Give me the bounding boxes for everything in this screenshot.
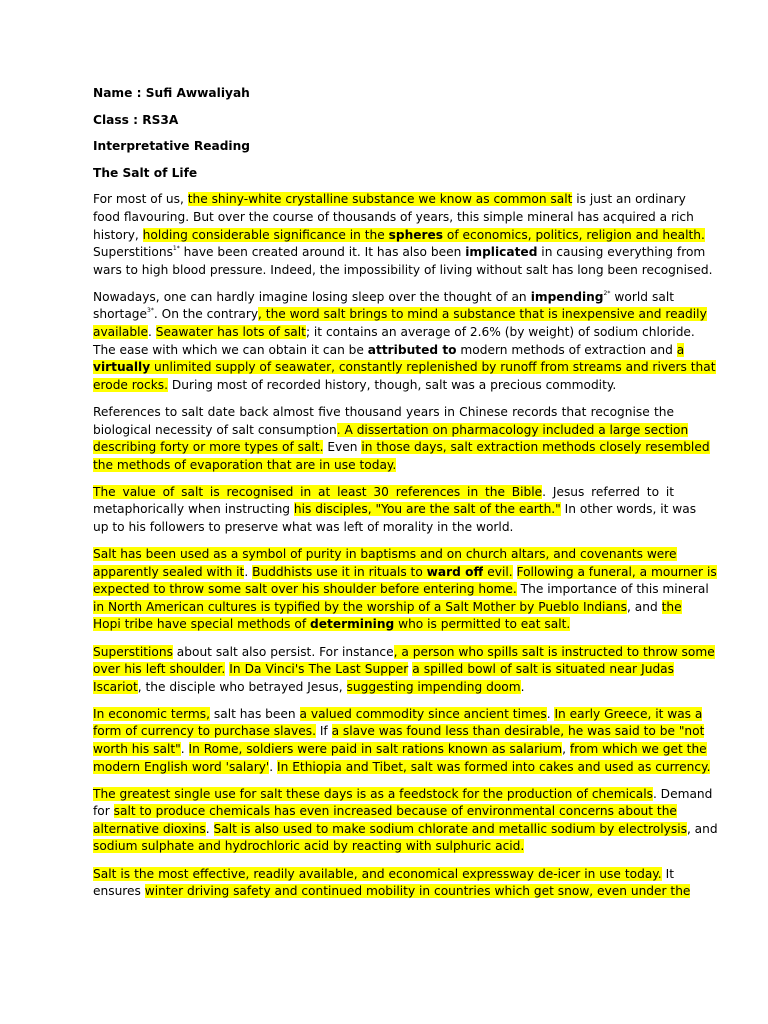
highlighted-text: apparently sealed with it (93, 564, 245, 579)
section-heading: Interpretative Reading (93, 139, 250, 154)
highlighted-text: of economics, politics, religion and health. (443, 227, 705, 242)
paragraph (93, 404, 710, 474)
text-segment: . (148, 325, 156, 340)
text-segment: is just an ordinary (572, 192, 686, 207)
paragraph (93, 289, 716, 395)
paragraph (93, 706, 711, 776)
highlighted-text: the methods of evaporation that are in use today. (93, 457, 397, 472)
text-segment: shortage (93, 307, 148, 322)
highlighted-text: In Da Vinci's The Last Supper (229, 662, 409, 677)
text-segment: During most of recorded history, though, salt was a precious commodity. (168, 377, 617, 392)
paragraph (93, 644, 715, 697)
text-segment: have been created around it. It has also been (179, 245, 466, 260)
text-line (93, 306, 707, 324)
text-segment: For most of us, (93, 192, 188, 207)
highlighted-text: holding considerable significance in the (142, 227, 389, 242)
text-line (93, 706, 703, 724)
highlighted-text: Buddhists use it in rituals to (252, 564, 427, 579)
text-segment: implicated (465, 245, 538, 260)
text-line (93, 821, 718, 839)
text-segment: ensures (93, 884, 145, 899)
text-segment: In other words, it was (560, 502, 697, 517)
text-segment: ; it contains an average of 2.6% (by weight) of sodium chloride. (305, 325, 695, 340)
highlighted-text: . A dissertation on pharmacology included a large section (336, 422, 689, 437)
highlighted-text: , a person who spills salt is instructed to throw some (393, 644, 715, 659)
highlighted-text: alternative dioxins (93, 821, 206, 836)
text-line (93, 484, 674, 502)
highlighted-text: the shiny-white crystalline substance we know as common salt (187, 192, 573, 207)
text-segment: biological necessity of salt consumption (93, 422, 337, 437)
text-segment: . Demand (652, 786, 713, 801)
highlighted-text: worth his salt" (93, 742, 181, 756)
highlighted-text: spheres (388, 227, 444, 242)
text-segment: , and (686, 821, 718, 836)
text-segment: , and (627, 599, 662, 614)
paragraph (93, 786, 718, 856)
text-line (93, 191, 686, 209)
text-line (93, 209, 694, 227)
text-line (93, 564, 717, 582)
paragraph (93, 484, 697, 537)
text-segment: wars to high blood pressure. Indeed, the impossibility of living without salt has long been recognised. (93, 262, 713, 277)
highlighted-text: describing forty or more types of salt. (93, 440, 324, 455)
text-segment: impending (530, 289, 604, 304)
text-segment: about salt also persist. For instance (172, 644, 394, 659)
text-line (93, 289, 674, 307)
text-segment: , (562, 742, 570, 756)
text-line (93, 581, 709, 599)
highlighted-text: In economic terms, (93, 706, 211, 721)
text-segment: , the disciple who betrayed Jesus, (137, 679, 347, 694)
text-line (93, 741, 707, 759)
text-segment: The ease with which we can obtain it can be (93, 342, 368, 357)
highlighted-text: a valued commodity since ancient times (299, 706, 547, 721)
text-line (93, 644, 715, 662)
text-segment: . On the contrary (153, 307, 259, 322)
text-line (93, 359, 716, 377)
highlighted-text: available (93, 325, 149, 340)
text-segment: metaphorically when instructing (93, 502, 294, 517)
text-line (93, 838, 674, 856)
text-line (93, 227, 705, 245)
highlighted-text: determining (310, 617, 395, 632)
highlighted-text: modern English word 'salary' (93, 759, 270, 774)
highlighted-text: In Rome, soldiers were paid in salt rations known as salarium (188, 742, 563, 756)
text-segment: Nowadays, one can hardly imagine losing sleep over the thought of an (93, 289, 531, 304)
highlighted-text: Following a funeral, a mourner is (516, 564, 717, 579)
text-segment: . (180, 742, 189, 756)
highlighted-text: unlimited supply of seawater, constantly replenished by runoff from streams and rivers that (150, 360, 716, 375)
text-line (93, 519, 674, 537)
text-line (93, 422, 689, 440)
highlighted-text: a (676, 342, 685, 357)
text-line (93, 377, 674, 395)
highlighted-text: Salt is also used to make sodium chlorate and metallic sodium by electrolysis (213, 821, 687, 836)
text-line (93, 786, 713, 804)
text-line (93, 457, 674, 475)
text-line (93, 501, 697, 519)
paragraph (93, 546, 717, 634)
highlighted-text: The value of salt is recognised in at least 30 references in the Bible (93, 484, 543, 499)
highlighted-text: over his left shoulder. (93, 662, 226, 677)
text-segment: References to salt date back almost five thousand years in Chinese records that recognise the (93, 404, 674, 419)
text-line (93, 661, 674, 679)
text-line (93, 244, 706, 262)
footnote-marker: 3* (147, 307, 154, 315)
text-segment: history, (93, 227, 143, 242)
highlighted-text: The greatest single use for salt these days is as a feedstock for the production of chemicals (93, 786, 653, 801)
highlighted-text: evil. (483, 564, 513, 579)
text-segment (513, 565, 517, 579)
footnote-marker: 2* (603, 289, 611, 297)
text-segment: The importance of this mineral (516, 582, 709, 597)
text-segment: salt has been (210, 706, 300, 721)
text-segment: It (661, 866, 674, 881)
footnote-marker: 1* (172, 245, 180, 253)
text-segment: . (244, 564, 253, 579)
text-segment: up to his followers to preserve what was left of morality in the world. (93, 519, 514, 534)
text-line (93, 546, 677, 564)
highlighted-text: winter driving safety and continued mobility in countries which get snow, even under the (144, 884, 691, 899)
article-body (93, 191, 718, 900)
highlighted-text: In Ethiopia and Tibet, salt was formed into cakes and used as currency. (277, 759, 711, 774)
text-line (93, 599, 682, 617)
student-class: Class : RS3A (93, 112, 179, 127)
highlighted-text: Salt is the most effective, readily available, and economical expressway de-icer in use today. (93, 866, 662, 881)
text-line (93, 616, 674, 634)
text-segment: Even (323, 440, 362, 455)
highlighted-text: suggesting impending doom (346, 679, 521, 694)
highlighted-text: Iscariot (93, 679, 138, 694)
document-page (93, 85, 718, 901)
text-segment: If (315, 724, 332, 739)
highlighted-text: the (661, 599, 682, 614)
text-segment: food flavouring. But over the course of thousands of years, this simple mineral has acquired a rich (93, 209, 694, 224)
text-line (93, 342, 685, 360)
text-segment: for (93, 804, 114, 819)
text-segment: modern methods of extraction and (456, 342, 677, 357)
paragraph (93, 191, 713, 279)
text-line (93, 439, 710, 457)
highlighted-text: Superstitions (93, 644, 173, 659)
highlighted-text: virtually (93, 360, 151, 375)
text-segment: . (520, 679, 525, 694)
highlighted-text: sodium sulphate and hydrochloric acid by reacting with sulphuric acid. (93, 839, 525, 854)
text-line (93, 723, 705, 741)
text-line (93, 866, 674, 884)
highlighted-text: ward off (426, 564, 484, 579)
highlighted-text: , the word salt brings to mind a substance that is inexpensive and readily (258, 307, 707, 322)
text-segment: world salt (610, 289, 675, 304)
highlighted-text: form of currency to purchase slaves. (93, 724, 316, 739)
highlighted-text: in those days, salt extraction methods closely resembled (361, 440, 710, 455)
text-segment: . Jesus referred to it (542, 484, 675, 499)
text-segment: attributed to (367, 342, 457, 357)
text-segment: . (546, 706, 555, 721)
highlighted-text: Hopi tribe have special methods of (93, 617, 310, 632)
paragraph (93, 866, 691, 901)
highlighted-text: expected to throw some salt over his shoulder before entering home. (93, 582, 517, 597)
text-line (93, 883, 691, 901)
highlighted-text: in North American cultures is typified by the worship of a Salt Mother by Pueblo Indians (93, 599, 627, 614)
text-segment: . (205, 821, 214, 836)
highlighted-text: salt to produce chemicals has even increased because of environmental concerns about the (113, 804, 677, 819)
text-line (93, 679, 674, 697)
text-line (93, 759, 711, 777)
highlighted-text: from which we get the (569, 742, 707, 756)
highlighted-text: who is permitted to eat salt. (394, 617, 571, 632)
highlighted-text: Seawater has lots of salt (155, 325, 306, 340)
highlighted-text: erode rocks. (93, 377, 168, 392)
highlighted-text: a spilled bowl of salt is situated near Judas (412, 662, 674, 677)
highlighted-text: Salt has been used as a symbol of purity in baptisms and on church altars, and covenants were (93, 547, 677, 562)
text-line (93, 324, 695, 342)
highlighted-text: a slave was found less than desirable, he was said to be "not (331, 724, 705, 739)
student-name: Name : Sufi Awwaliyah (93, 86, 250, 100)
text-segment: Superstitions (93, 245, 173, 260)
highlighted-text: his disciples, "You are the salt of the earth." (293, 502, 561, 517)
text-segment: . (269, 759, 278, 774)
highlighted-text: In early Greece, it was a (554, 706, 703, 721)
article-title: The Salt of Life (93, 165, 198, 180)
text-line (93, 262, 713, 280)
text-segment: in causing everything from (537, 245, 706, 260)
text-line (93, 803, 677, 821)
text-line (93, 404, 674, 422)
